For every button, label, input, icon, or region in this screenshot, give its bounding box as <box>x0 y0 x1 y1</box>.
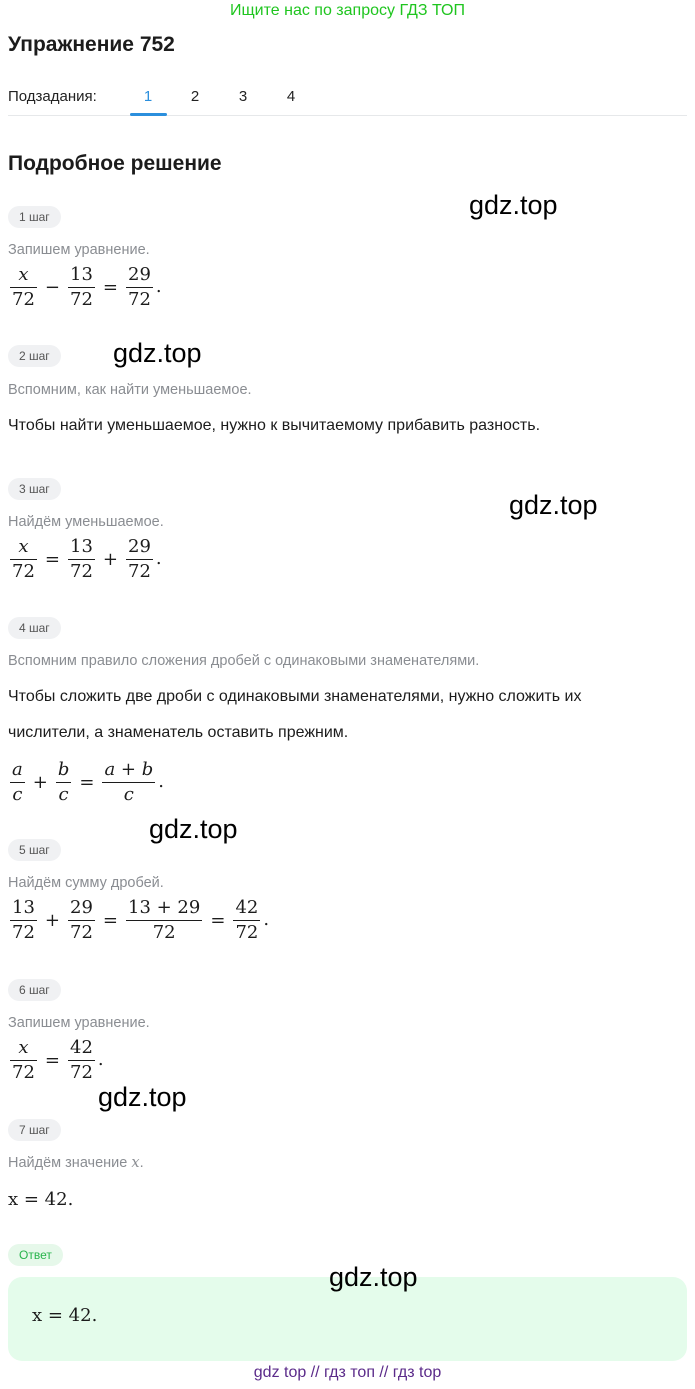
denominator: 72 <box>12 561 35 582</box>
numerator: x <box>18 264 29 285</box>
section-title: Подробное решение <box>8 152 222 175</box>
numerator: b <box>57 759 70 780</box>
denominator: 72 <box>70 561 93 582</box>
period: . <box>158 771 164 792</box>
subtask-tabs <box>8 86 687 116</box>
step-4-text-line-2: числители, а знаменатель оставить прежним. <box>8 724 349 741</box>
fraction <box>10 1037 37 1084</box>
step-3-equation <box>8 536 162 583</box>
denominator: 72 <box>128 561 151 582</box>
fraction <box>102 759 155 806</box>
equals-sign: = <box>44 1050 60 1071</box>
step-4-text-line-1: Чтобы сложить две дроби с одинаковыми знаменателями, нужно сложить их <box>8 688 582 705</box>
denominator: 72 <box>126 920 202 944</box>
numerator: 29 <box>128 536 151 557</box>
denominator: 72 <box>70 1062 93 1083</box>
exercise-title: Упражнение 752 <box>8 33 175 56</box>
step-3-badge: 3 шаг <box>8 478 61 500</box>
equals-sign: = <box>102 910 118 931</box>
fraction <box>10 897 37 944</box>
subtab-4[interactable]: 4 <box>286 88 296 105</box>
numerator: a + b <box>104 759 154 780</box>
step-5-equation <box>8 897 269 944</box>
watermark: gdz.top <box>509 490 598 520</box>
watermark: gdz.top <box>329 1262 418 1292</box>
numerator: 13 <box>70 536 93 557</box>
fraction <box>68 1037 95 1084</box>
numerator: 13 + 29 <box>128 897 201 918</box>
numerator: 13 <box>70 264 93 285</box>
fraction <box>10 264 37 311</box>
denominator: 72 <box>128 289 151 310</box>
step-5-badge: 5 шаг <box>8 839 61 861</box>
watermark: gdz.top <box>98 1082 187 1112</box>
fraction <box>68 536 95 583</box>
step-1-badge: 1 шаг <box>8 206 61 228</box>
fraction <box>233 897 260 944</box>
minus-sign: − <box>44 277 60 298</box>
fraction <box>126 536 153 583</box>
period: . <box>263 909 270 930</box>
answer-value: x = 42. <box>32 1305 98 1326</box>
footer-links[interactable]: gdz top // гдз топ // гдз top <box>253 1364 442 1381</box>
denominator: 72 <box>12 922 35 943</box>
period: . <box>155 276 162 297</box>
step-4-badge: 4 шаг <box>8 617 61 639</box>
denominator: c <box>56 782 72 806</box>
period: . <box>155 548 162 569</box>
step-1-hint: Запишем уравнение. <box>8 242 150 258</box>
watermark: gdz.top <box>113 338 202 368</box>
step-7-hint-wrap <box>8 1155 144 1171</box>
equals-sign: = <box>79 772 95 793</box>
denominator: 72 <box>12 1062 35 1083</box>
numerator: 42 <box>235 897 259 918</box>
numerator: 29 <box>70 897 93 918</box>
denominator: 72 <box>70 289 93 310</box>
active-tab-indicator <box>130 113 167 116</box>
step-7-hint: Найдём значение <box>8 1155 128 1171</box>
watermark: gdz.top <box>149 814 238 844</box>
subtab-1[interactable]: 1 <box>143 88 153 105</box>
numerator: 13 <box>12 897 35 918</box>
plus-sign: + <box>44 910 60 931</box>
fraction <box>10 759 25 806</box>
numerator: a <box>12 759 23 780</box>
search-banner: Ищите нас по запросу ГДЗ ТОП <box>230 2 465 19</box>
plus-sign: + <box>32 772 48 793</box>
step-6-equation <box>8 1037 104 1084</box>
denominator: c <box>102 782 155 806</box>
denominator: 72 <box>70 922 93 943</box>
step-6-hint: Запишем уравнение. <box>8 1015 150 1031</box>
subtab-2[interactable]: 2 <box>190 88 200 105</box>
numerator: 42 <box>70 1037 93 1058</box>
subtasks-label: Подзадания: <box>8 88 97 105</box>
variable-x: x <box>131 1155 140 1171</box>
fraction <box>68 897 95 944</box>
numerator: x <box>18 536 29 557</box>
step-3-hint: Найдём уменьшаемое. <box>8 514 164 530</box>
equals-sign: = <box>44 549 60 570</box>
denominator: 72 <box>235 922 259 943</box>
step-4-formula <box>8 759 164 806</box>
denominator: c <box>10 782 25 806</box>
subtab-3[interactable]: 3 <box>238 88 248 105</box>
numerator: 29 <box>128 264 151 285</box>
period: . <box>97 1049 104 1070</box>
step-2-hint: Вспомним, как найти уменьшаемое. <box>8 382 252 398</box>
equals-sign: = <box>102 277 118 298</box>
result: x = 42. <box>8 1189 74 1210</box>
step-7-result <box>8 1189 73 1210</box>
equals-sign: = <box>210 910 226 931</box>
step-5-hint: Найдём сумму дробей. <box>8 875 164 891</box>
step-1-equation <box>8 264 162 311</box>
step-2-text: Чтобы найти уменьшаемое, нужно к вычитаемому прибавить разность. <box>8 417 541 434</box>
period: . <box>139 1155 144 1171</box>
fraction <box>56 759 72 806</box>
step-4-hint: Вспомним правило сложения дробей с одинаковыми знаменателями. <box>8 653 480 669</box>
answer-badge: Ответ <box>8 1244 63 1266</box>
fraction <box>10 536 37 583</box>
watermark: gdz.top <box>469 190 558 220</box>
fraction <box>126 897 202 944</box>
denominator: 72 <box>12 289 35 310</box>
step-7-badge: 7 шаг <box>8 1119 61 1141</box>
numerator: x <box>18 1037 29 1058</box>
fraction <box>126 264 153 311</box>
step-2-badge: 2 шаг <box>8 345 61 367</box>
fraction <box>68 264 95 311</box>
plus-sign: + <box>102 549 118 570</box>
step-6-badge: 6 шаг <box>8 979 61 1001</box>
